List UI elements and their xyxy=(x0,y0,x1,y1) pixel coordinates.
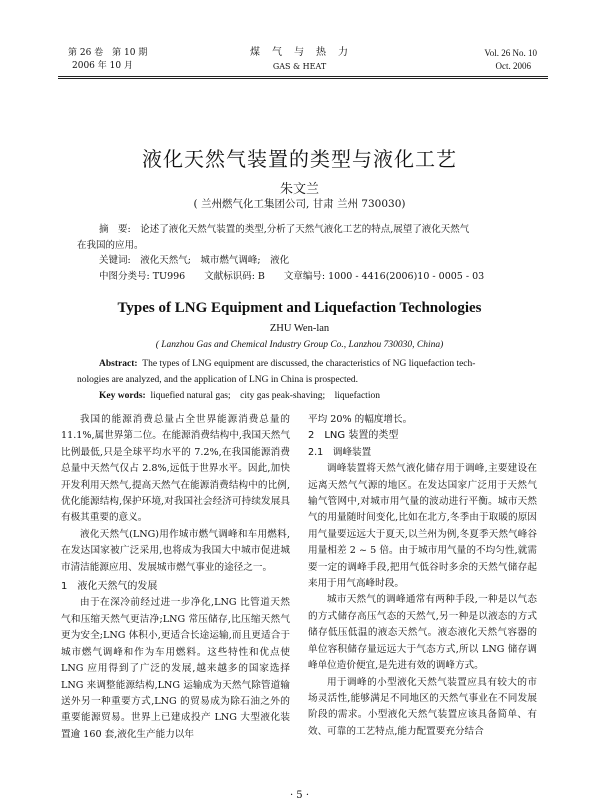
journal-name-en: GAS & HEAT xyxy=(272,62,327,71)
header-volume: 第 26 卷 第 10 期 xyxy=(68,48,148,58)
keywords-cn-label: 关键词: xyxy=(99,255,131,266)
author-en: ZHU Wen-lan xyxy=(269,323,330,334)
abstract-cn-text2: 在我国的应用。 xyxy=(77,239,144,251)
classification-line: 中图分类号: TU996 文献标识码: B 文章编号: 1000 - 4416(2006)10 - 0005 - 03 xyxy=(99,270,485,282)
section-heading-2: 2 LNG 装置的类型 xyxy=(308,430,399,442)
body-left-column xyxy=(61,412,290,743)
paragraph-continued: 平均 20% 的幅度增长。 xyxy=(308,414,413,425)
affiliation-en: ( Lanzhou Gas and Chemical Industry Group Co., Lanzhou 730030, China) xyxy=(155,340,444,350)
header-rule-top xyxy=(58,76,548,77)
paragraph-peak-shaving-2: 城市天然气的调峰通常有两种手段,一种是以气态的方式储存高压气态的天然气,另一种是以液态的方式储存低压低温的液态天然气。液态液化天然气容器的单位容积储存量远远大于气态方式,所以 LNG 储存调峰单位造价便宜,是先进有效的调峰方式。 xyxy=(308,594,537,672)
page-number: · 5 · xyxy=(289,790,310,801)
paragraph-intro-1: 我国的能源消费总量占全世界能源消费总量的 11.1%,属世界第二位。在能源消费结构中,我国天然气比例最低,只是全球平均水平的 7.2%,在我国能源消费总量中天然气仅占 2.8%,远低于世界水平。因此,加快开发利用天然气,提高天然气在能源消费结构中的比例,优化能源结构,保护环境,对我国社会经济可持续发展具有极其重要的意义。 xyxy=(61,414,290,524)
abstract-cn-text1: 论述了液化天然气装置的类型,分析了天然气液化工艺的特点,展望了液化天然气 xyxy=(140,224,470,235)
journal-name: 煤 气 与 热 力 xyxy=(250,47,349,58)
paper-title-en: Types of LNG Equipment and Liquefaction Technologies xyxy=(117,300,482,316)
keywords-en-line xyxy=(77,388,522,404)
abstract-en-line1 xyxy=(77,356,522,372)
header-date-en: Oct. 2006 xyxy=(495,61,531,71)
affiliation-cn: ( 兰州燃气化工集团公司, 甘肃 兰州 730030) xyxy=(193,198,406,210)
paragraph-peak-shaving-3: 用于调峰的小型液化天然气装置应具有较大的市场灵活性,能够满足不同地区的天然气事业在不同发展阶段的需求。小型液化天然气装置应该具备简单、有效、可靠的工艺特点,能力配置要充分结合 xyxy=(308,676,537,737)
abstract-en-label: Abstract: xyxy=(99,359,138,369)
abstract-cn xyxy=(77,222,522,284)
header-vol-en: Vol. 26 No. 10 xyxy=(484,48,537,58)
paragraph-section-1: 由于在深冷前经过进一步净化,LNG 比管道天然气和压缩天然气更洁净;LNG 常压储存,比压缩天然气更为安全;LNG 体积小,更适合长途运输,而且更适合于城市燃气调峰和作为车用燃料。这些特性和优点使 LNG 应用得到了广泛的发展,越来越多的国家选择 LNG 来调整能源结构,LNG 运输成为天然气除管道输送外另一种重要方式,LNG 的贸易成为除石油之外的重要能源贸易。世界上已建成投产 LNG 大型液化装置逾 160 套,液化生产能力以年 xyxy=(61,597,290,740)
subsection-heading-2-1: 2.1 调峰装置 xyxy=(308,446,372,458)
abstract-cn-label: 摘 要: xyxy=(99,224,131,235)
keywords-cn-line xyxy=(77,253,522,269)
header-rule-bottom xyxy=(58,78,548,79)
abstract-en-text2: nologies are analyzed, and the application of LNG in China is prospected. xyxy=(77,375,358,385)
keywords-en: liquefied natural gas; city gas peak-shaving; liquefaction xyxy=(150,391,380,401)
keywords-cn: 液化天然气; 城市燃气调峰; 液化 xyxy=(140,255,290,266)
author-cn: 朱文兰 xyxy=(279,182,319,197)
abstract-en-text1: The types of LNG equipment are discussed, the characteristics of NG liquefaction tech- xyxy=(142,359,476,369)
paragraph-intro-2: 液化天然气(LNG)用作城市燃气调峰和车用燃料,在发达国家被广泛采用,也将成为我国大中城市促进城市清洁能源应用、发展城市燃气事业的途径之一。 xyxy=(61,528,290,573)
body-right-column xyxy=(308,412,537,740)
abstract-en xyxy=(77,356,522,404)
abstract-cn-line1 xyxy=(77,222,522,238)
header-date: 2006 年 10 月 xyxy=(72,61,133,71)
keywords-en-label: Key words: xyxy=(99,391,146,401)
paragraph-peak-shaving-1: 调峰装置将天然气液化储存用于调峰,主要建设在远离天然气气源的地区。在发达国家广泛用于天然气输气管网中,对城市用气量的波动进行平衡。城市天然气的用量随时间变化,比如在北方,冬季由于取暖的原因用气量要远远大于夏天,以兰州为例,冬夏季天然气峰谷用量相差 2 ~ 5 倍。由于城市用气量的不均匀性,就需要一定的调峰手段,把用气低谷时多余的天然气储存起来用于用气高峰时段。 xyxy=(308,463,537,590)
paper-title-cn: 液化天然气装置的类型与液化工艺 xyxy=(142,147,457,171)
section-heading-1: 1 液化天然气的发展 xyxy=(61,581,158,593)
